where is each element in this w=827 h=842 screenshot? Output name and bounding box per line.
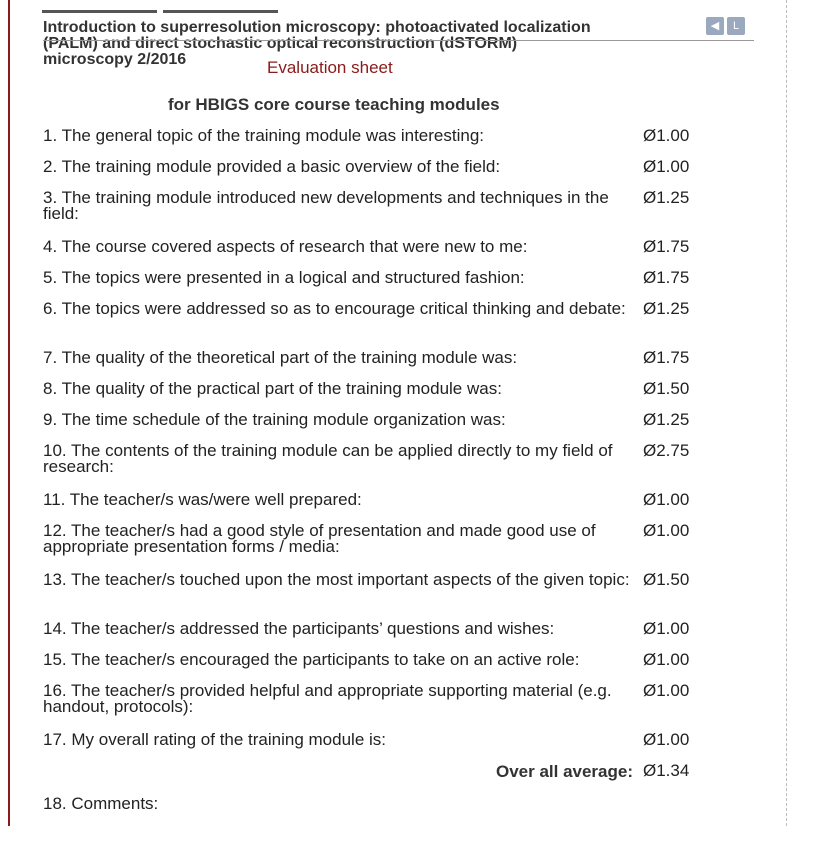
question-text: 16. The teacher/s provided helpful and appropriate supporting material (e.g. handout, protocols): <box>43 681 612 716</box>
question-value: Ø1.75 <box>643 348 690 367</box>
question-text: 9. The time schedule of the training module organization was: <box>43 410 506 429</box>
question-text: 5. The topics were presented in a logical and structured fashion: <box>43 268 525 287</box>
question-value: Ø1.75 <box>643 237 690 256</box>
question-text: 17. My overall rating of the training module is: <box>43 730 387 749</box>
question-text: 7. The quality of the theoretical part of the training module was: <box>43 348 518 367</box>
question-value: Ø1.00 <box>643 490 690 509</box>
page-title: Introduction to superresolution microscopy: photoactivated localization (PALM) and direct stochastic optical reconstruction (dSTORM) microscopy 2/2016 <box>43 19 591 68</box>
overall-average-value: Ø1.34 <box>643 761 690 780</box>
comments-label: 18. Comments: <box>43 794 159 813</box>
question-text: 2. The training module provided a basic overview of the field: <box>43 157 501 176</box>
question-value: Ø1.25 <box>643 299 690 318</box>
question-value: Ø1.00 <box>643 730 690 749</box>
question-text: 1. The general topic of the training module was interesting: <box>43 126 485 145</box>
left-border <box>8 0 10 826</box>
question-value: Ø1.00 <box>643 126 690 145</box>
question-value: Ø1.50 <box>643 570 690 589</box>
question-text: 12. The teacher/s had a good style of presentation and made good use of appropriate presentation forms / media: <box>43 521 596 556</box>
question-value: Ø1.25 <box>643 188 690 207</box>
top-tabs <box>42 0 292 3</box>
page-subtitle: for HBIGS core course teaching modules <box>168 95 500 114</box>
question-text: 3. The training module introduced new developments and techniques in the field: <box>43 188 609 223</box>
nav-buttons <box>706 16 748 35</box>
overall-average-label: Over all average: <box>495 762 633 781</box>
question-text: 10. The contents of the training module can be applied directly to my field of research: <box>43 441 613 476</box>
question-value: Ø1.00 <box>643 650 690 669</box>
question-text: 15. The teacher/s encouraged the participants to take on an active role: <box>43 650 580 669</box>
question-value: Ø2.75 <box>643 441 690 460</box>
evaluation-sheet-label: Evaluation sheet <box>267 58 393 77</box>
question-value: Ø1.00 <box>643 619 690 638</box>
title-divider <box>43 40 754 41</box>
question-value: Ø1.00 <box>643 157 690 176</box>
question-text: 14. The teacher/s addressed the participants’ questions and wishes: <box>43 619 555 638</box>
question-value: Ø1.75 <box>643 268 690 287</box>
question-text: 8. The quality of the practical part of the training module was: <box>43 379 502 398</box>
question-value: Ø1.50 <box>643 379 690 398</box>
question-text: 11. The teacher/s was/were well prepared: <box>43 490 362 509</box>
question-text: 4. The course covered aspects of research that were new to me: <box>43 237 528 256</box>
question-value: Ø1.00 <box>643 681 690 700</box>
question-value: Ø1.00 <box>643 521 690 540</box>
last-button[interactable]: L <box>727 17 745 35</box>
right-border <box>786 0 787 826</box>
question-value: Ø1.25 <box>643 410 690 429</box>
previous-icon[interactable]: ◀ <box>706 17 724 35</box>
question-text: 6. The topics were addressed so as to encourage critical thinking and debate: <box>43 299 626 318</box>
question-text: 13. The teacher/s touched upon the most important aspects of the given topic: <box>43 570 630 589</box>
